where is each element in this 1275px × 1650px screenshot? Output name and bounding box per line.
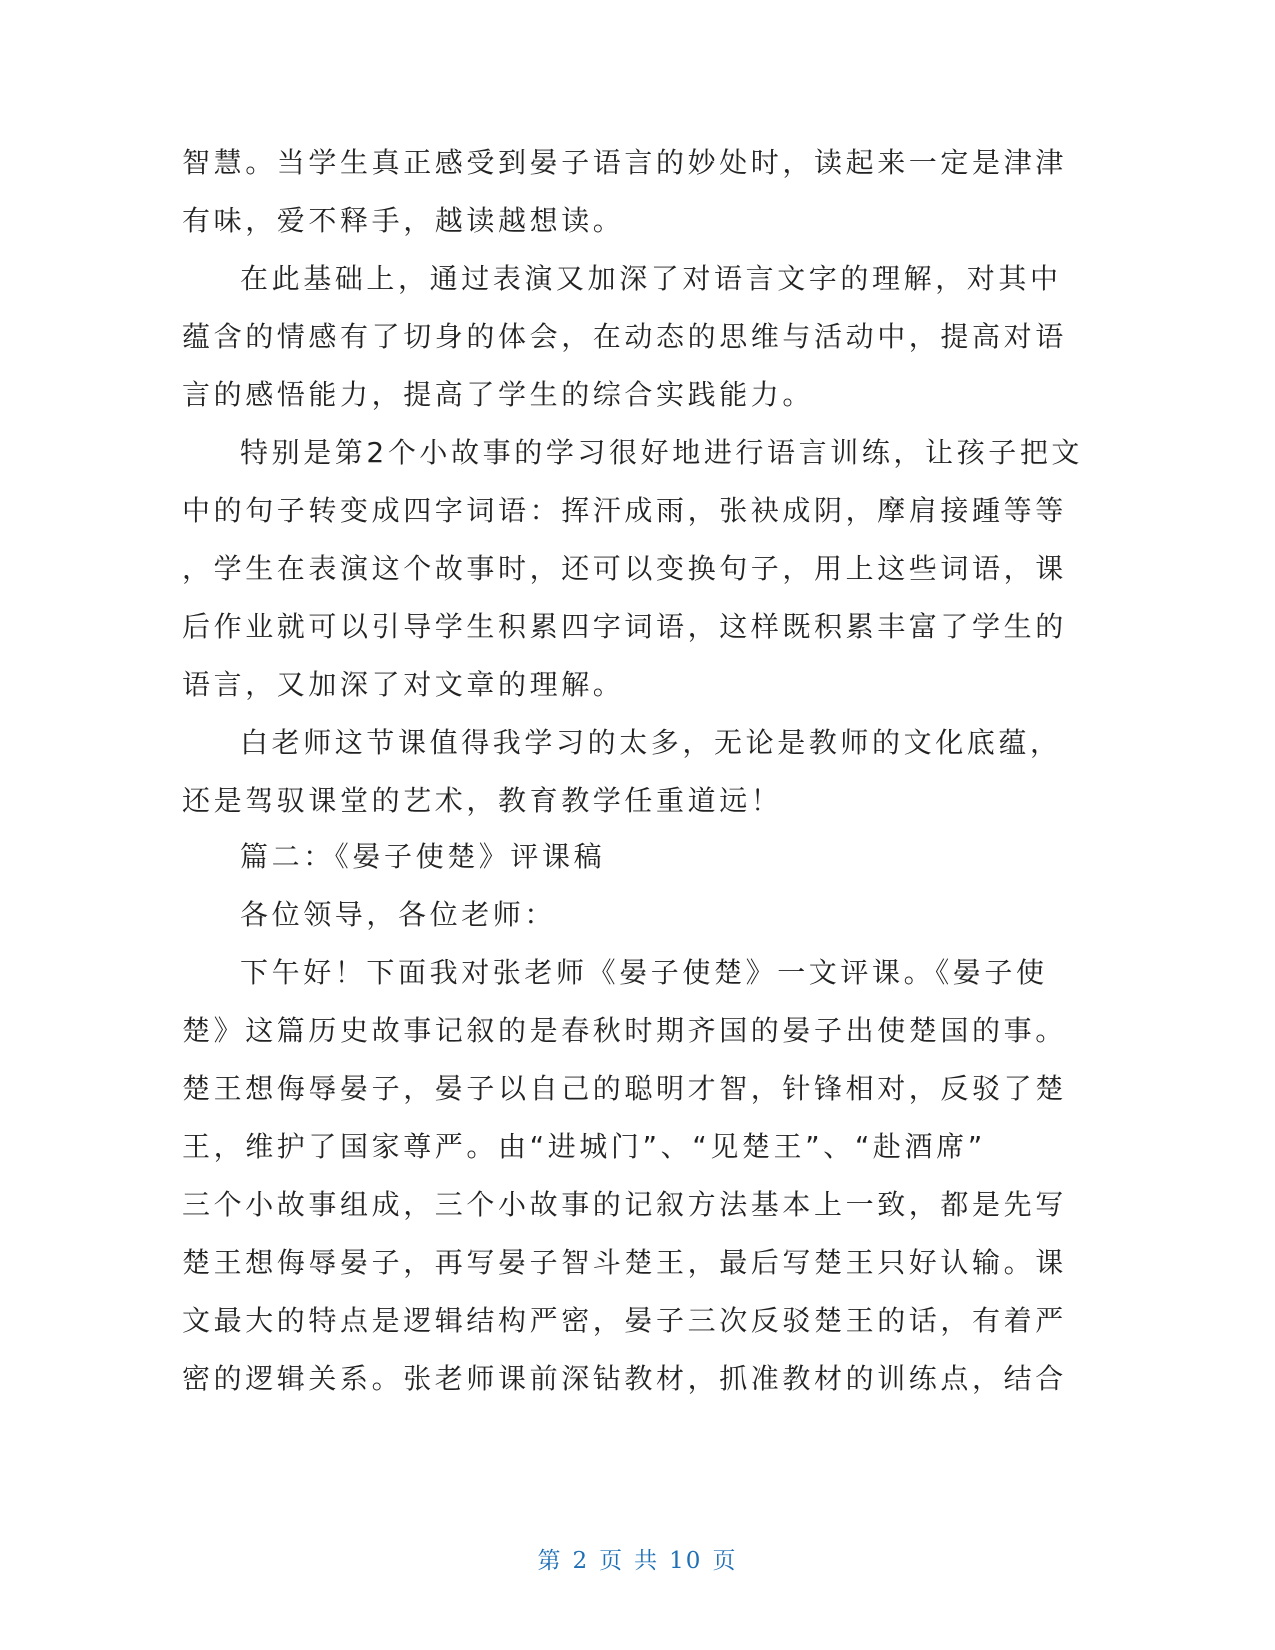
current-page-number: 2	[572, 1548, 590, 1574]
text-line: 白老师这节课值得我学习的太多，无论是教师的文化底蕴，	[240, 726, 1062, 759]
text-line: 在此基础上，通过表演又加深了对语言文字的理解，对其中	[240, 262, 1062, 295]
text-line: 特别是第2个小故事的学习很好地进行语言训练，让孩子把文	[240, 436, 1084, 469]
total-pages-number: 10	[669, 1548, 703, 1574]
text-line: 还是驾驭课堂的艺术，教育教学任重道远！	[182, 784, 783, 817]
text-line: ，学生在表演这个故事时，还可以变换句子，用上这些词语，课	[182, 552, 1067, 585]
text-line: 言的感悟能力，提高了学生的综合实践能力。	[182, 378, 815, 411]
text-line: 密的逻辑关系。张老师课前深钻教材，抓准教材的训练点，结合	[182, 1362, 1067, 1395]
text-line: 智慧。当学生真正感受到晏子语言的妙处时，读起来一定是津津	[182, 146, 1067, 179]
text-line: 后作业就可以引导学生积累四字词语，这样既积累丰富了学生的	[182, 610, 1067, 643]
text-line: 蕴含的情感有了切身的体会，在动态的思维与活动中，提高对语	[182, 320, 1067, 353]
text-line: 下午好！下面我对张老师《晏子使楚》一文评课。《晏子使	[240, 956, 1048, 989]
text-line: 三个小故事组成，三个小故事的记叙方法基本上一致，都是先写	[182, 1188, 1067, 1221]
text-line: 有味，爱不释手，越读越想读。	[182, 204, 625, 237]
text-line: 文最大的特点是逻辑结构严密，晏子三次反驳楚王的话，有着严	[182, 1304, 1067, 1337]
text-line: 楚》这篇历史故事记叙的是春秋时期齐国的晏子出使楚国的事。	[182, 1014, 1067, 1047]
text-line: 楚王想侮辱晏子，晏子以自己的聪明才智，针锋相对，反驳了楚	[182, 1072, 1067, 1105]
text-line: 中的句子转变成四字词语：挥汗成雨，张袂成阴，摩肩接踵等等	[182, 494, 1067, 527]
section-heading: 篇二：《晏子使楚》评课稿	[240, 840, 606, 873]
page-number-footer	[0, 1542, 1275, 1575]
page-label-mid: 页	[599, 1548, 625, 1574]
text-line: 语言，又加深了对文章的理解。	[182, 668, 625, 701]
text-line: 王，维护了国家尊严。由“进城门”、“见楚王”、“赴酒席”	[182, 1130, 986, 1163]
text-line: 楚王想侮辱晏子，再写晏子智斗楚王，最后写楚王只好认输。课	[182, 1246, 1067, 1279]
page-label-suffix: 页	[712, 1548, 738, 1574]
total-label: 共	[634, 1548, 660, 1574]
page-label-prefix: 第	[537, 1548, 563, 1574]
text-line: 各位领导，各位老师：	[240, 898, 557, 931]
